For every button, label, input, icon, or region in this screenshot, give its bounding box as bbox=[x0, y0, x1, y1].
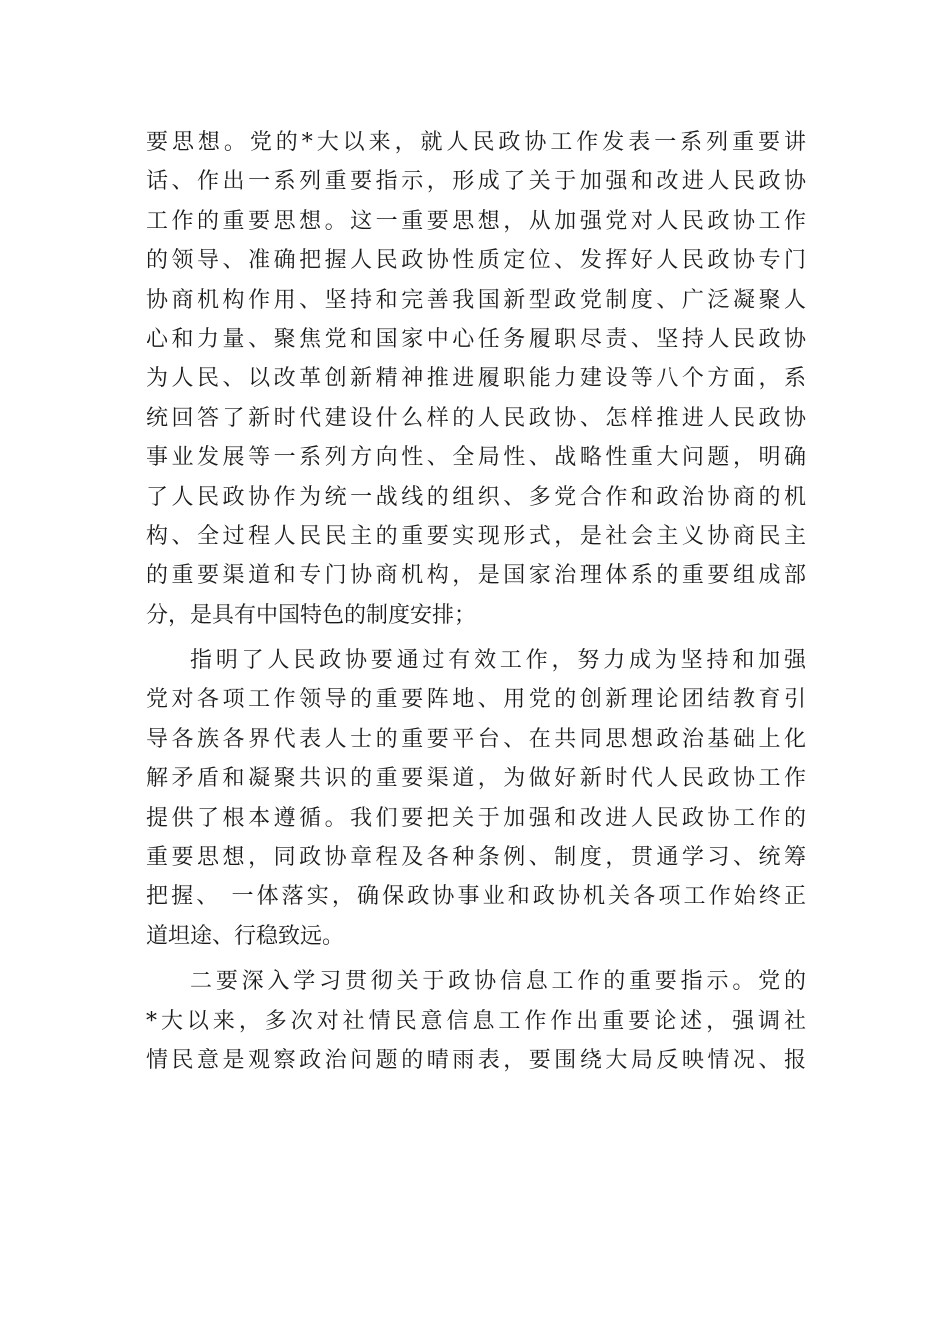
text-line: 心和力量、聚焦党和国家中心任务履职尽责、坚持人民政协 bbox=[146, 326, 806, 352]
text-line: 导各族各界代表人士的重要平台、在共同思想政治基础上化 bbox=[146, 726, 806, 752]
text-line: 统回答了新时代建设什么样的人民政协、怎样推进人民政协 bbox=[146, 405, 806, 431]
text-line: 把握、 一体落实，确保政协事业和政协机关各项工作始终正 bbox=[146, 884, 806, 910]
text-line: 党对各项工作领导的重要阵地、用党的创新理论团结教育引 bbox=[146, 687, 806, 713]
paragraph-1 bbox=[146, 123, 806, 635]
text-line: 协商机构作用、坚持和完善我国新型政党制度、广泛凝聚人 bbox=[146, 287, 806, 313]
text-line: 道坦途、行稳致远。 bbox=[146, 923, 345, 949]
text-line: 二要深入学习贯彻关于政协信息工作的重要指示。党的 bbox=[190, 969, 806, 995]
text-line: 重要思想，同政协章程及各种条例、制度，贯通学习、统筹 bbox=[146, 845, 806, 871]
text-line: 了人民政协作为统一战线的组织、多党合作和政治协商的机 bbox=[146, 484, 806, 510]
text-line: 构、全过程人民民主的重要实现形式，是社会主义协商民主 bbox=[146, 523, 806, 549]
text-line: 情民意是观察政治问题的晴雨表，要围绕大局反映情况、报 bbox=[146, 1047, 806, 1073]
text-line: 工作的重要思想。这一重要思想，从加强党对人民政协工作 bbox=[146, 208, 806, 234]
paragraph-2 bbox=[146, 641, 806, 956]
text-line: 指明了人民政协要通过有效工作，努力成为坚持和加强 bbox=[190, 648, 806, 674]
document-body bbox=[146, 123, 806, 1080]
text-line: 为人民、以改革创新精神推进履职能力建设等八个方面，系 bbox=[146, 366, 806, 392]
text-line: 事业发展等一系列方向性、全局性、战略性重大问题，明确 bbox=[146, 445, 806, 471]
text-line: 解矛盾和凝聚共识的重要渠道，为做好新时代人民政协工作 bbox=[146, 766, 806, 792]
text-line: 的重要渠道和专门协商机构，是国家治理体系的重要组成部 bbox=[146, 563, 806, 589]
text-line: 的领导、准确把握人民政协性质定位、发挥好人民政协专门 bbox=[146, 248, 806, 274]
text-line: 提供了根本遵循。我们要把关于加强和改进人民政协工作的 bbox=[146, 805, 806, 831]
paragraph-3 bbox=[146, 962, 806, 1080]
text-line: 分，是具有中国特色的制度安排； bbox=[146, 602, 477, 628]
text-line: *大以来，多次对社情民意信息工作作出重要论述，强调社 bbox=[146, 1008, 806, 1034]
text-line: 话、作出一系列重要指示，形成了关于加强和改进人民政协 bbox=[146, 169, 806, 195]
text-line: 要思想。党的*大以来，就人民政协工作发表一系列重要讲 bbox=[146, 130, 806, 155]
